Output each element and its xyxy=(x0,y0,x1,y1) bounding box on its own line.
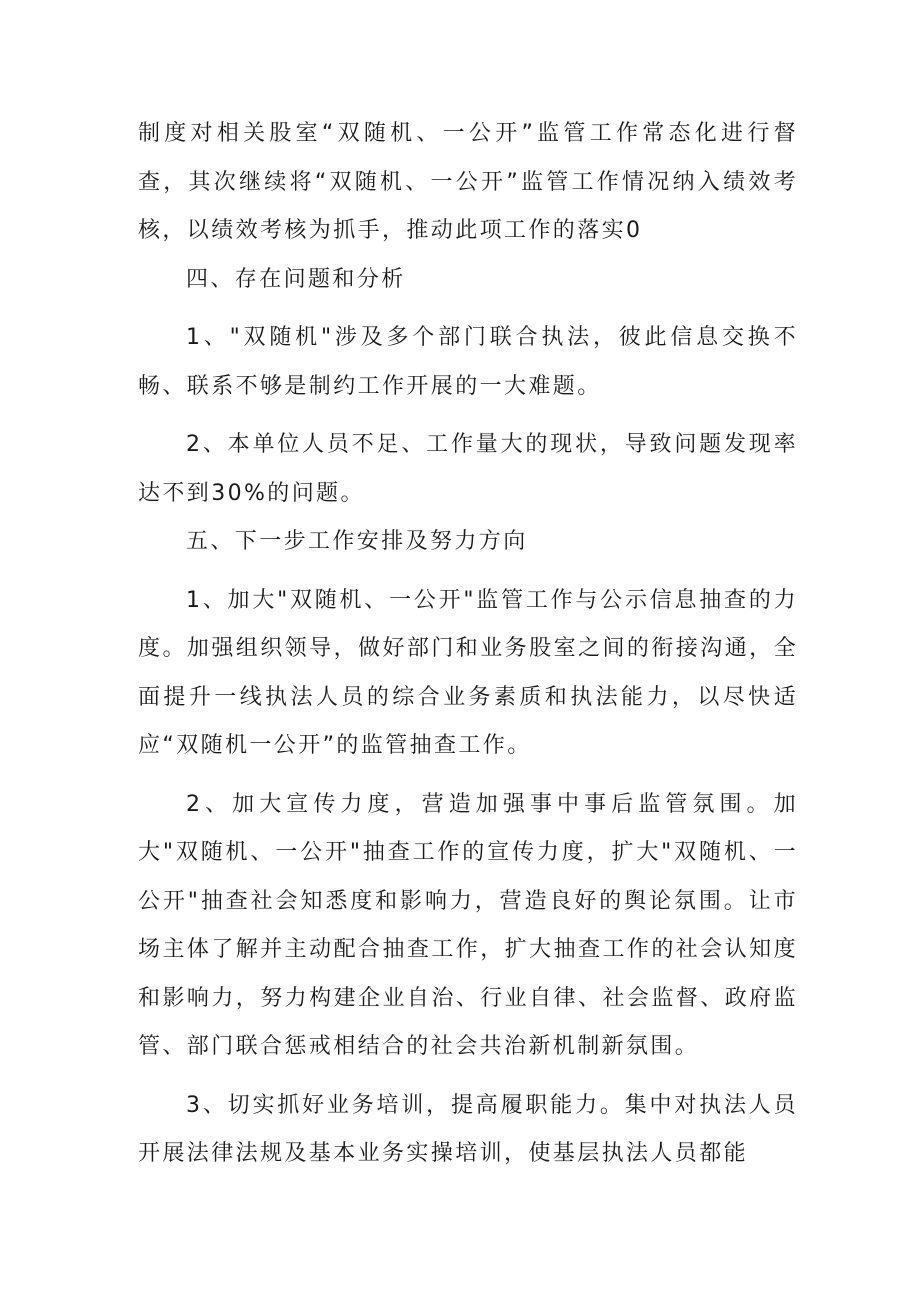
paragraph-continued: 制度对相关股室“双随机、一公开”监管工作常态化进行督查，其次继续将“双随机、一公开”监管工作情况纳入绩效考核，以绩效考核为抓手，推动此项工作的落实0 xyxy=(138,121,798,243)
paragraph-4-1: 1、"双随机"涉及多个部门联合执法，彼此信息交换不畅、联系不够是制约工作开展的一大难题。 xyxy=(138,325,798,399)
paragraph-5-2: 2、加大宣传力度，营造加强事中事后监管氛围。加大"双随机、一公开"抽查工作的宣传力度，扩大"双随机、一公开"抽查社会知悉度和影响力，营造良好的舆论氛围。让市场主体了解并主动配合抽查工作，扩大抽查工作的社会认知度和影响力，努力构建企业自治、行业自律、社会监督、政府监管、部门联合惩戒相结合的社会共治新机制新氛围。 xyxy=(138,791,798,1059)
document-body xyxy=(138,110,798,1179)
paragraph-4-2: 2、本单位人员不足、工作量大的现状，导致问题发现率达不到30%的问题。 xyxy=(138,432,798,506)
section-heading-5: 五、下一步工作安排及努力方向 xyxy=(186,529,528,554)
section-heading-4: 四、存在问题和分析 xyxy=(186,266,406,292)
paragraph-5-1: 1、加大"双随机、一公开"监管工作与公示信息抽查的力度。加强组织领导，做好部门和业务股室之间的衔接沟通，全面提升一线执法人员的综合业务素质和执法能力，以尽快适应“双随机一公开”的监管抽查工作。 xyxy=(138,587,798,758)
paragraph-5-3: 3、切实抓好业务培训，提高履职能力。集中对执法人员开展法律法规及基本业务实操培训，使基层执法人员都能 xyxy=(138,1092,798,1166)
